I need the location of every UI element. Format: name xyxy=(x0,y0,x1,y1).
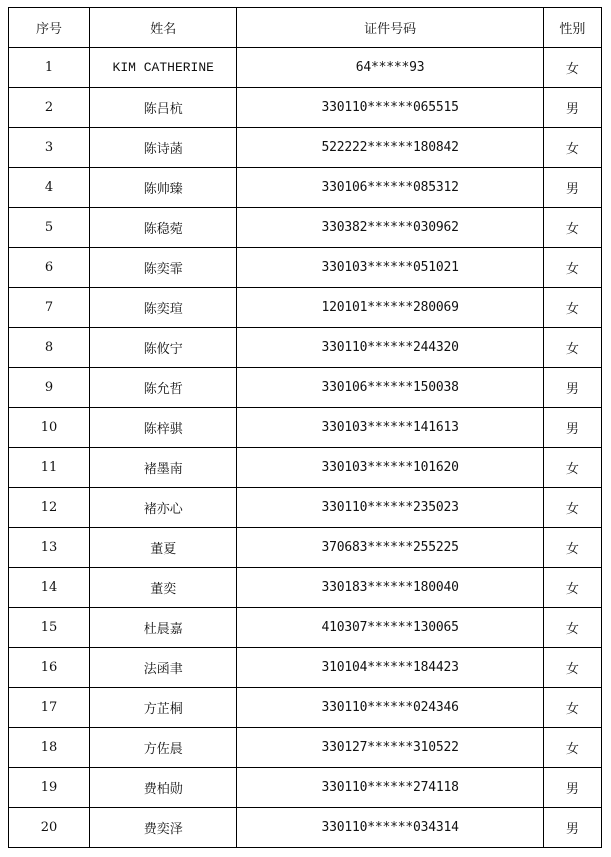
cell-serial-number: 2 xyxy=(9,88,90,128)
cell-name: KIM CATHERINE xyxy=(90,48,237,88)
cell-id-number: 522222******180842 xyxy=(237,128,544,168)
cell-gender: 女 xyxy=(543,568,601,608)
table-row xyxy=(9,168,602,208)
cell-serial-number: 3 xyxy=(9,128,90,168)
cell-id-number: 330110******274118 xyxy=(237,768,544,808)
cell-id-number: 330110******065515 xyxy=(237,88,544,128)
cell-id-number: 120101******280069 xyxy=(237,288,544,328)
cell-id-number: 330110******244320 xyxy=(237,328,544,368)
cell-name: 方芷桐 xyxy=(90,688,237,728)
cell-name: 董奕 xyxy=(90,568,237,608)
cell-gender: 女 xyxy=(543,128,601,168)
cell-gender: 男 xyxy=(543,88,601,128)
header-name: 姓名 xyxy=(90,8,237,48)
cell-id-number: 330110******235023 xyxy=(237,488,544,528)
cell-gender: 女 xyxy=(543,448,601,488)
cell-serial-number: 17 xyxy=(9,688,90,728)
cell-serial-number: 6 xyxy=(9,248,90,288)
cell-gender: 女 xyxy=(543,288,601,328)
cell-name: 陈奕霏 xyxy=(90,248,237,288)
table-row xyxy=(9,408,602,448)
cell-id-number: 370683******255225 xyxy=(237,528,544,568)
cell-serial-number: 11 xyxy=(9,448,90,488)
cell-name: 褚墨南 xyxy=(90,448,237,488)
cell-name: 陈奕瑄 xyxy=(90,288,237,328)
cell-serial-number: 16 xyxy=(9,648,90,688)
cell-id-number: 410307******130065 xyxy=(237,608,544,648)
table-row xyxy=(9,648,602,688)
cell-serial-number: 13 xyxy=(9,528,90,568)
cell-serial-number: 14 xyxy=(9,568,90,608)
cell-name: 陈吕杭 xyxy=(90,88,237,128)
table-row xyxy=(9,328,602,368)
cell-id-number: 330110******034314 xyxy=(237,808,544,848)
cell-name: 费奕泽 xyxy=(90,808,237,848)
cell-gender: 女 xyxy=(543,208,601,248)
cell-id-number: 64*****93 xyxy=(237,48,544,88)
cell-gender: 女 xyxy=(543,648,601,688)
cell-serial-number: 5 xyxy=(9,208,90,248)
cell-serial-number: 18 xyxy=(9,728,90,768)
cell-serial-number: 4 xyxy=(9,168,90,208)
table-row xyxy=(9,528,602,568)
cell-gender: 女 xyxy=(543,728,601,768)
header-id-number: 证件号码 xyxy=(237,8,544,48)
table-row xyxy=(9,688,602,728)
cell-id-number: 330110******024346 xyxy=(237,688,544,728)
cell-serial-number: 20 xyxy=(9,808,90,848)
table-row xyxy=(9,568,602,608)
cell-gender: 男 xyxy=(543,408,601,448)
table-row xyxy=(9,488,602,528)
cell-gender: 女 xyxy=(543,328,601,368)
table-row xyxy=(9,48,602,88)
cell-gender: 男 xyxy=(543,368,601,408)
cell-name: 董夏 xyxy=(90,528,237,568)
table-row xyxy=(9,208,602,248)
cell-serial-number: 12 xyxy=(9,488,90,528)
table-row xyxy=(9,808,602,848)
cell-name: 褚亦心 xyxy=(90,488,237,528)
cell-name: 陈稳菀 xyxy=(90,208,237,248)
table-row xyxy=(9,288,602,328)
cell-id-number: 310104******184423 xyxy=(237,648,544,688)
cell-name: 陈梓骐 xyxy=(90,408,237,448)
cell-gender: 女 xyxy=(543,248,601,288)
cell-serial-number: 19 xyxy=(9,768,90,808)
cell-serial-number: 10 xyxy=(9,408,90,448)
cell-id-number: 330103******101620 xyxy=(237,448,544,488)
cell-gender: 女 xyxy=(543,608,601,648)
cell-id-number: 330103******141613 xyxy=(237,408,544,448)
cell-serial-number: 9 xyxy=(9,368,90,408)
cell-id-number: 330106******150038 xyxy=(237,368,544,408)
cell-id-number: 330103******051021 xyxy=(237,248,544,288)
header-serial-number: 序号 xyxy=(9,8,90,48)
cell-serial-number: 8 xyxy=(9,328,90,368)
cell-serial-number: 1 xyxy=(9,48,90,88)
cell-id-number: 330183******180040 xyxy=(237,568,544,608)
table-row xyxy=(9,608,602,648)
table-row xyxy=(9,128,602,168)
cell-gender: 女 xyxy=(543,48,601,88)
cell-name: 杜晨嘉 xyxy=(90,608,237,648)
table-row xyxy=(9,768,602,808)
cell-gender: 女 xyxy=(543,528,601,568)
cell-id-number: 330106******085312 xyxy=(237,168,544,208)
cell-name: 费柏勋 xyxy=(90,768,237,808)
table-row xyxy=(9,728,602,768)
cell-id-number: 330127******310522 xyxy=(237,728,544,768)
table-row xyxy=(9,248,602,288)
cell-gender: 女 xyxy=(543,488,601,528)
cell-serial-number: 7 xyxy=(9,288,90,328)
cell-name: 方佐晨 xyxy=(90,728,237,768)
cell-name: 陈帅臻 xyxy=(90,168,237,208)
cell-serial-number: 15 xyxy=(9,608,90,648)
cell-name: 法函聿 xyxy=(90,648,237,688)
cell-gender: 男 xyxy=(543,808,601,848)
header-gender: 性别 xyxy=(543,8,601,48)
table-row xyxy=(9,88,602,128)
table-header-row xyxy=(9,8,602,48)
cell-name: 陈攸宁 xyxy=(90,328,237,368)
cell-gender: 女 xyxy=(543,688,601,728)
table-row xyxy=(9,368,602,408)
cell-name: 陈允哲 xyxy=(90,368,237,408)
cell-gender: 男 xyxy=(543,768,601,808)
roster-table xyxy=(8,7,602,848)
cell-gender: 男 xyxy=(543,168,601,208)
cell-name: 陈诗菡 xyxy=(90,128,237,168)
table-row xyxy=(9,448,602,488)
cell-id-number: 330382******030962 xyxy=(237,208,544,248)
